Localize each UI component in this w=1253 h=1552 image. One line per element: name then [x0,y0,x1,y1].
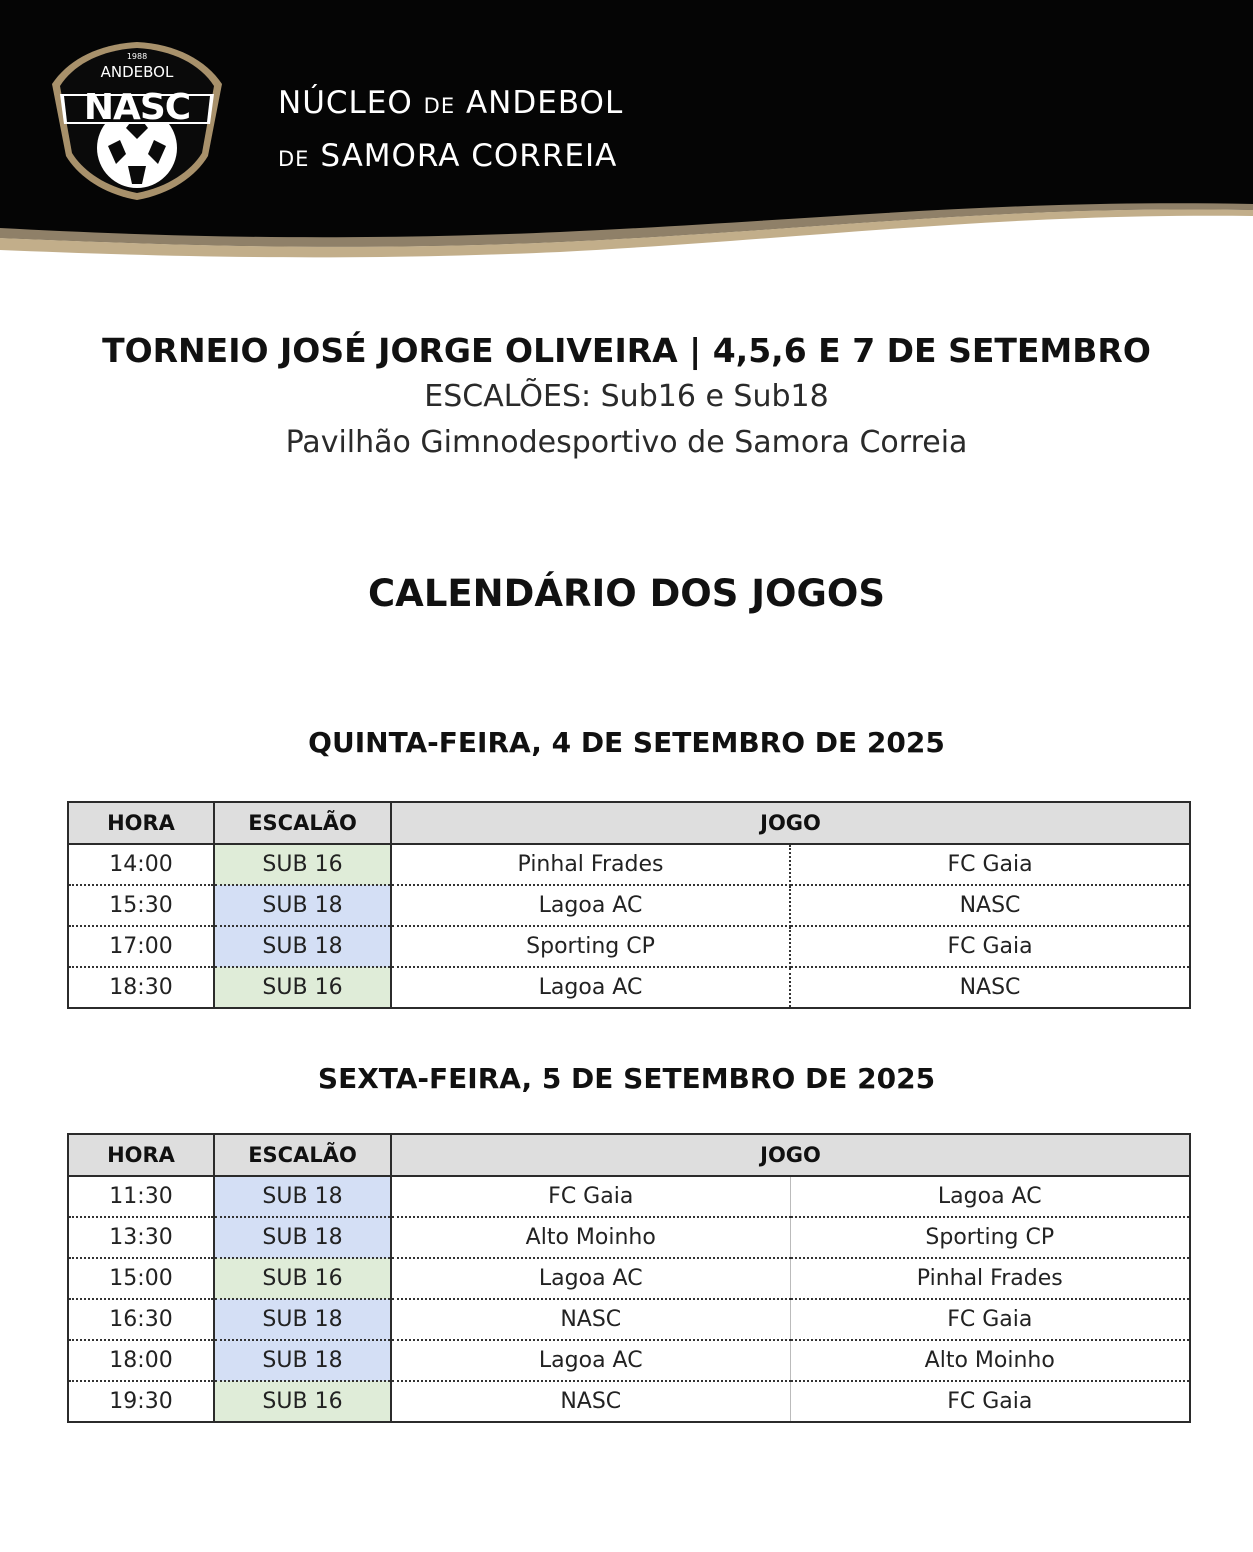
game-away-team: NASC [790,885,1190,926]
game-level: SUB 18 [214,1176,391,1217]
game-away-team: Sporting CP [790,1217,1190,1258]
club-name [278,78,623,184]
game-away-team: FC Gaia [790,844,1190,885]
game-away-team: FC Gaia [790,926,1190,967]
header-jogo: JOGO [391,1134,1190,1176]
table-row [68,844,1190,885]
table-row [68,1217,1190,1258]
game-home-team: NASC [391,1381,790,1422]
game-level: SUB 18 [214,926,391,967]
game-level: SUB 16 [214,1258,391,1299]
game-time: 18:00 [68,1340,214,1381]
table-header-row [68,1134,1190,1176]
table-row [68,1176,1190,1217]
game-away-team: Pinhal Frades [790,1258,1190,1299]
tournament-title: TORNEIO JOSÉ JORGE OLIVEIRA | 4,5,6 E 7 DE SETEMBRO [102,331,1151,370]
schedule-table-day-1 [67,801,1191,1009]
header-hora: HORA [68,1134,214,1176]
game-away-team: Alto Moinho [790,1340,1190,1381]
game-time: 15:30 [68,885,214,926]
game-away-team: Lagoa AC [790,1176,1190,1217]
game-level: SUB 18 [214,1299,391,1340]
logo-top-text: ANDEBOL [100,63,174,81]
tournament-info [0,328,1253,466]
table-row [68,885,1190,926]
logo-year: 1988 [126,52,148,61]
club-name-line-2: DE SAMORA CORREIA [278,138,618,174]
game-time: 15:00 [68,1258,214,1299]
club-name-line-1: NÚCLEO DE ANDEBOL [278,85,624,121]
game-home-team: Lagoa AC [391,885,790,926]
club-logo [46,36,228,204]
header-banner [0,0,1253,270]
logo-main-text: NASC [83,87,191,128]
game-time: 17:00 [68,926,214,967]
tournament-escaloes: ESCALÕES: Sub16 e Sub18 [424,379,829,414]
game-home-team: FC Gaia [391,1176,790,1217]
tournament-venue: Pavilhão Gimnodesportivo de Samora Correia [285,425,968,460]
table-row [68,967,1190,1008]
table-row [68,1340,1190,1381]
table-row [68,1381,1190,1422]
header-escalao: ESCALÃO [214,802,391,844]
game-level: SUB 18 [214,885,391,926]
table-row [68,926,1190,967]
game-time: 19:30 [68,1381,214,1422]
game-time: 11:30 [68,1176,214,1217]
game-home-team: Sporting CP [391,926,790,967]
game-level: SUB 18 [214,1217,391,1258]
game-time: 14:00 [68,844,214,885]
game-away-team: NASC [959,975,1021,1000]
calendar-title: CALENDÁRIO DOS JOGOS [368,572,885,615]
day-title-1: QUINTA-FEIRA, 4 DE SETEMBRO DE 2025 [308,726,945,759]
day-title-2: SEXTA-FEIRA, 5 DE SETEMBRO DE 2025 [317,1062,936,1095]
game-home-team: NASC [391,1299,790,1340]
game-home-team: Lagoa AC [391,1340,790,1381]
game-time: 16:30 [68,1299,214,1340]
game-level: SUB 16 [214,844,391,885]
game-home-team: Lagoa AC [391,1258,790,1299]
game-away-team: FC Gaia [947,1389,1033,1414]
schedule-table-day-2 [67,1133,1191,1423]
game-home-team: Alto Moinho [391,1217,790,1258]
header-jogo: JOGO [391,802,1190,844]
game-away-team: FC Gaia [790,1299,1190,1340]
game-level: SUB 16 [214,967,391,1008]
game-time: 18:30 [68,967,214,1008]
header-escalao: ESCALÃO [214,1134,391,1176]
table-header-row [68,802,1190,844]
table-row [68,1299,1190,1340]
header-hora: HORA [68,802,214,844]
game-level: SUB 16 [214,1381,391,1422]
game-time: 13:30 [68,1217,214,1258]
game-home-team: Lagoa AC [391,967,790,1008]
game-home-team: Pinhal Frades [391,844,790,885]
game-level: SUB 18 [214,1340,391,1381]
table-row [68,1258,1190,1299]
